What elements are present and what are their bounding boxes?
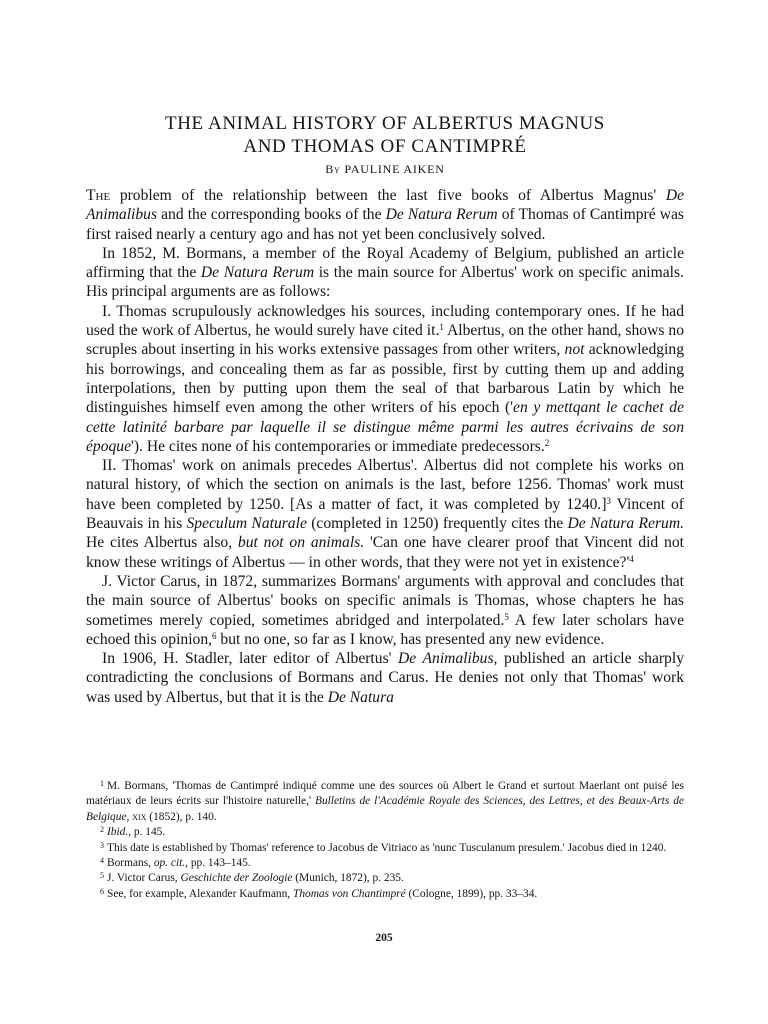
italic-title: De Animalibus,: [398, 650, 498, 668]
italic-title: De Natura Rerum.: [567, 515, 685, 533]
footnotes: [86, 779, 684, 902]
text-run: See, for example, Alexander Kaufmann,: [107, 887, 293, 900]
text-run: problem of the relationship between the last five books of Albertus Magnus': [110, 187, 666, 204]
text-run: II. Thomas' work on animals precedes Albertus'. Albertus did not complete his works on natural history, of which the section on animals is the last, before 1256. Thomas' work must have been completed by 1250. [As a matter of fact, it was completed by 1240.]: [86, 457, 684, 513]
footnote-ref-2[interactable]: 2: [544, 437, 550, 448]
text-run: published an article sharply contradicting the conclusions of Bormans and Carus. He denies not only that Thomas' work was used by Albertus, but that it is the: [86, 650, 684, 706]
paragraph-1: [86, 186, 684, 244]
article-body: [86, 186, 684, 707]
italic-quote: en y mettqant le cachet de cette latinité barbare par laquelle il se distingue même parmi les autres écrivains de son époque: [86, 399, 684, 455]
text-run: acknowledging his borrowings, and concealing them as far as possible, first by cutting them up and adding interpolations, then by putting upon them the seal of that barbarous Latin by which he distinguishes himself even among the other writers of his epoch (': [86, 341, 684, 417]
italic-emphasis: but not on animals.: [237, 534, 365, 552]
text-run: (Munich, 1872), p. 235.: [292, 872, 404, 885]
footnote-ref-1[interactable]: 1: [439, 322, 444, 333]
article-title-line-2: AND THOMAS OF CANTIMPRÉ: [243, 136, 527, 157]
paragraph-2: [86, 244, 684, 302]
italic-title: Thomas von Chantimpré: [292, 887, 406, 900]
text-run: J. Victor Carus, in 1872, summarizes Bormans' arguments with approval and concludes that the main source of Albertus' books on specific animals is Thomas, whose chapters he has sometimes merely copied, sometimes abridged and interpolated.: [86, 572, 684, 629]
footnote-number: 1: [100, 779, 104, 788]
italic-emphasis: not: [564, 341, 585, 359]
text-run: and the corresponding books of the: [157, 206, 386, 224]
text-run: I. Thomas scrupulously acknowledges his sources, including contemporary ones. If he had used the work of Albertus, he would surely have cited it.: [86, 302, 684, 340]
text-run: A few later scholars have echoed this opinion,: [86, 611, 684, 648]
article-header: [86, 112, 684, 177]
text-run: pp. 143–145.: [188, 857, 251, 870]
footnote-ref-6[interactable]: 6: [212, 630, 217, 641]
text-run: Vincent of Beauvais in his: [86, 495, 684, 533]
italic-title: De Natura Rerum: [200, 264, 315, 282]
italic-title: Speculum Naturale: [186, 515, 307, 533]
italic-abbrev: Ibid.,: [107, 826, 132, 839]
author-byline: [86, 162, 684, 177]
text-run: but no one, so far as I know, has presented any new evidence.: [216, 630, 605, 648]
footnote-ref-5[interactable]: 5: [504, 611, 509, 622]
footnote-number: 5: [100, 871, 104, 881]
footnote-number: 4: [100, 856, 104, 866]
text-run: (Cologne, 1899), pp. 33–34.: [405, 887, 538, 900]
footnote-6: [86, 887, 684, 902]
paragraph-4: [86, 456, 684, 572]
footnote-ref-4[interactable]: 4: [629, 553, 634, 564]
byline-by: By: [325, 162, 341, 176]
text-run: '). He cites none of his contemporaries or immediate predecessors.: [131, 437, 545, 455]
page-number: 205: [375, 932, 393, 944]
footnote-ref-3[interactable]: 3: [606, 495, 612, 506]
footnote-number: 6: [100, 886, 104, 896]
article-title-line-1: THE ANIMAL HISTORY OF ALBERTUS MAGNUS: [165, 113, 605, 134]
text-run: J. Victor Carus,: [107, 872, 181, 885]
italic-title: De Natura Rerum: [385, 206, 498, 224]
footnote-2: [86, 825, 684, 840]
italic-title: De Animalibus: [86, 187, 684, 224]
text-run: p. 145.: [131, 826, 166, 839]
italic-title: De Natura: [327, 688, 394, 706]
footnote-number: 2: [100, 825, 104, 835]
text-run: of Thomas of Cantimpré was first raised nearly a century ago and has not yet been conclusively solved.: [86, 206, 684, 243]
paragraph-6: [86, 649, 684, 707]
text-run: He cites Albertus also,: [86, 534, 238, 552]
paragraph-3: [86, 302, 684, 456]
italic-title: Bulletins de l'Académie Royale des Sciences, des Lettres, et des Beaux-Arts de Belgique,: [86, 795, 684, 823]
footnote-5: [86, 871, 684, 886]
italic-title: Geschichte der Zoologie: [180, 872, 293, 885]
text-run: This date is established by Thomas' reference to Jacobus de Vitriaco as 'nunc Tusculanum presulem.' Jacobus died in 1240.: [107, 841, 667, 854]
text-run: (completed in 1250) frequently cites the: [306, 515, 568, 533]
text-run: Bormans,: [107, 857, 154, 870]
drop-word: The: [86, 187, 111, 204]
text-run: In 1852, M. Bormans, a member of the Royal Academy of Belgium, published an article affirming that the: [86, 244, 684, 282]
italic-abbrev: op. cit.,: [153, 857, 188, 870]
text-run: is the main source for Albertus' work on specific animals. His principal arguments are as follows:: [86, 264, 684, 301]
text-run: M. Bormans, 'Thomas de Cantimpré indiqué comme une des sources où Albert le Grand et surtout Maerlant ont puisé les matériaux de leurs écrits sur l'histoire naturelle,': [86, 780, 684, 808]
author-name: PAULINE AIKEN: [344, 162, 445, 176]
footnote-4: [86, 856, 684, 871]
footnote-1: [86, 779, 684, 825]
paragraph-5: [86, 572, 684, 649]
text-run: 'Can one have clearer proof that Vincent did not know these writings of Albertus — in other words, that they were not yet in existence?': [86, 534, 684, 571]
text-run: Albertus, on the other hand, shows no scruples about inserting in his works extensive passages from other writers,: [86, 322, 685, 359]
text-run: (1852), p. 140.: [146, 810, 217, 823]
footnote-number: 3: [100, 840, 104, 850]
volume-number: xix: [132, 810, 147, 823]
text-run: In 1906, H. Stadler, later editor of Albertus': [102, 650, 399, 668]
footnote-3: [86, 841, 684, 856]
